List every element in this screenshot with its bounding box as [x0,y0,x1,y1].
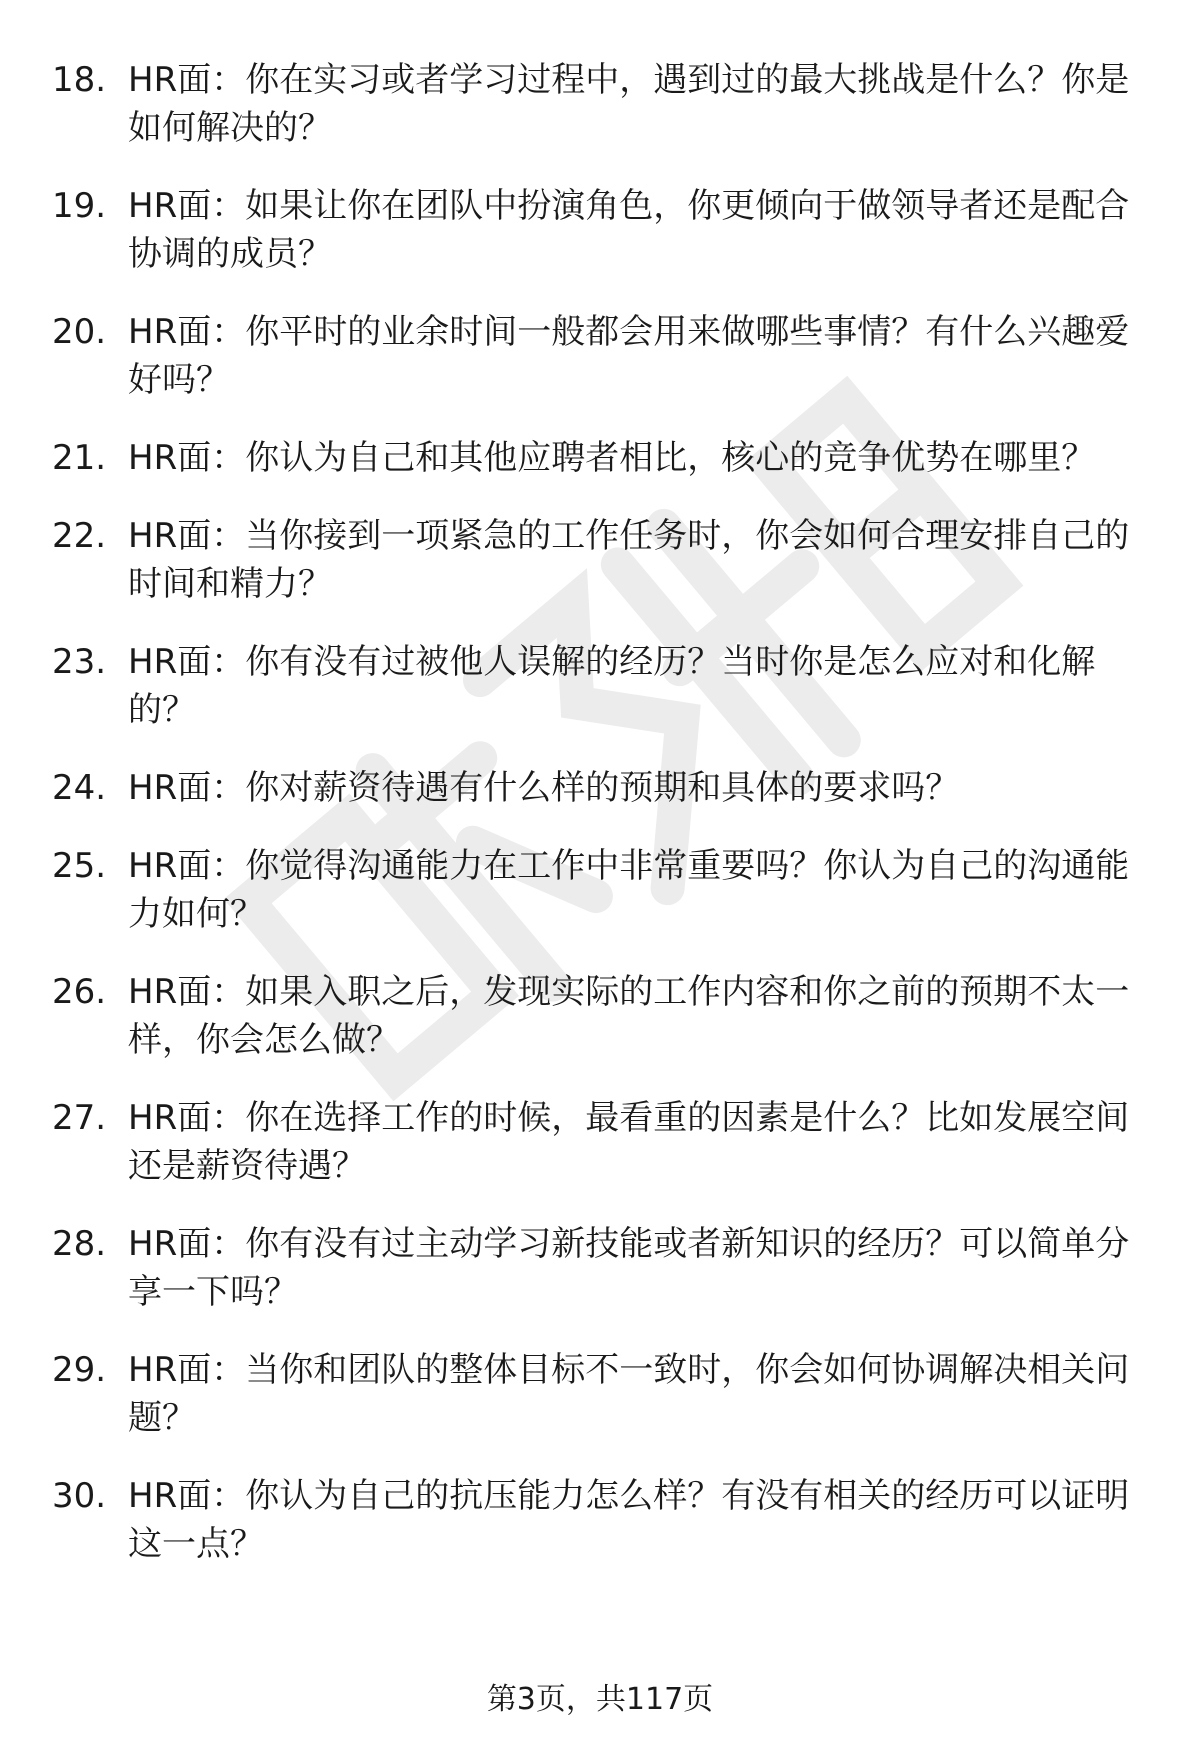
question-number: 18. [52,60,107,100]
question-number: 26. [52,972,107,1012]
list-item [0,512,1200,608]
list-item [0,842,1200,938]
question-number: 23. [52,642,107,682]
question-text: HR面：当你接到一项紧急的工作任务时，你会如何合理安排自己的时间和精力？ [128,516,1130,604]
list-item [0,56,1200,152]
question-text: HR面：你认为自己的抗压能力怎么样？有没有相关的经历可以证明这一点？ [128,1476,1130,1564]
question-number: 25. [52,846,107,886]
page-number: 第3页，共117页 [486,1682,714,1717]
list-item [0,638,1200,734]
question-number: 29. [52,1350,107,1390]
question-number: 21. [52,438,107,478]
question-number: 19. [52,186,107,226]
question-text: HR面：你认为自己和其他应聘者相比，核心的竞争优势在哪里？ [128,438,1096,478]
question-number: 24. [52,768,107,808]
list-item [0,308,1200,404]
question-text: HR面：你在实习或者学习过程中，遇到过的最大挑战是什么？你是如何解决的？ [128,60,1130,148]
list-item [0,182,1200,278]
question-number: 20. [52,312,107,352]
question-text: HR面：你对薪资待遇有什么样的预期和具体的要求吗？ [128,768,960,808]
list-item [0,968,1200,1064]
list-item [0,1094,1200,1190]
question-number: 27. [52,1098,107,1138]
list-item [0,1346,1200,1442]
question-text: HR面：你觉得沟通能力在工作中非常重要吗？你认为自己的沟通能力如何？ [128,846,1130,934]
question-text: HR面：你有没有过主动学习新技能或者新知识的经历？可以简单分享一下吗？ [128,1224,1130,1312]
question-text: HR面：如果让你在团队中扮演角色，你更倾向于做领导者还是配合协调的成员？ [128,186,1130,274]
list-item [0,1472,1200,1568]
question-text: HR面：你有没有过被他人误解的经历？当时你是怎么应对和化解的？ [128,642,1096,730]
question-text: HR面：当你和团队的整体目标不一致时，你会如何协调解决相关问题？ [128,1350,1130,1438]
question-text: HR面：如果入职之后，发现实际的工作内容和你之前的预期不太一样，你会怎么做？ [128,972,1130,1060]
question-number: 22. [52,516,107,556]
list-item [0,1220,1200,1316]
question-number: 30. [52,1476,107,1516]
question-list [0,56,1200,1598]
question-text: HR面：你平时的业余时间一般都会用来做哪些事情？有什么兴趣爱好吗？ [128,312,1130,400]
question-number: 28. [52,1224,107,1264]
list-item [0,434,1200,482]
list-item [0,764,1200,812]
question-text: HR面：你在选择工作的时候，最看重的因素是什么？比如发展空间还是薪资待遇？ [128,1098,1130,1186]
